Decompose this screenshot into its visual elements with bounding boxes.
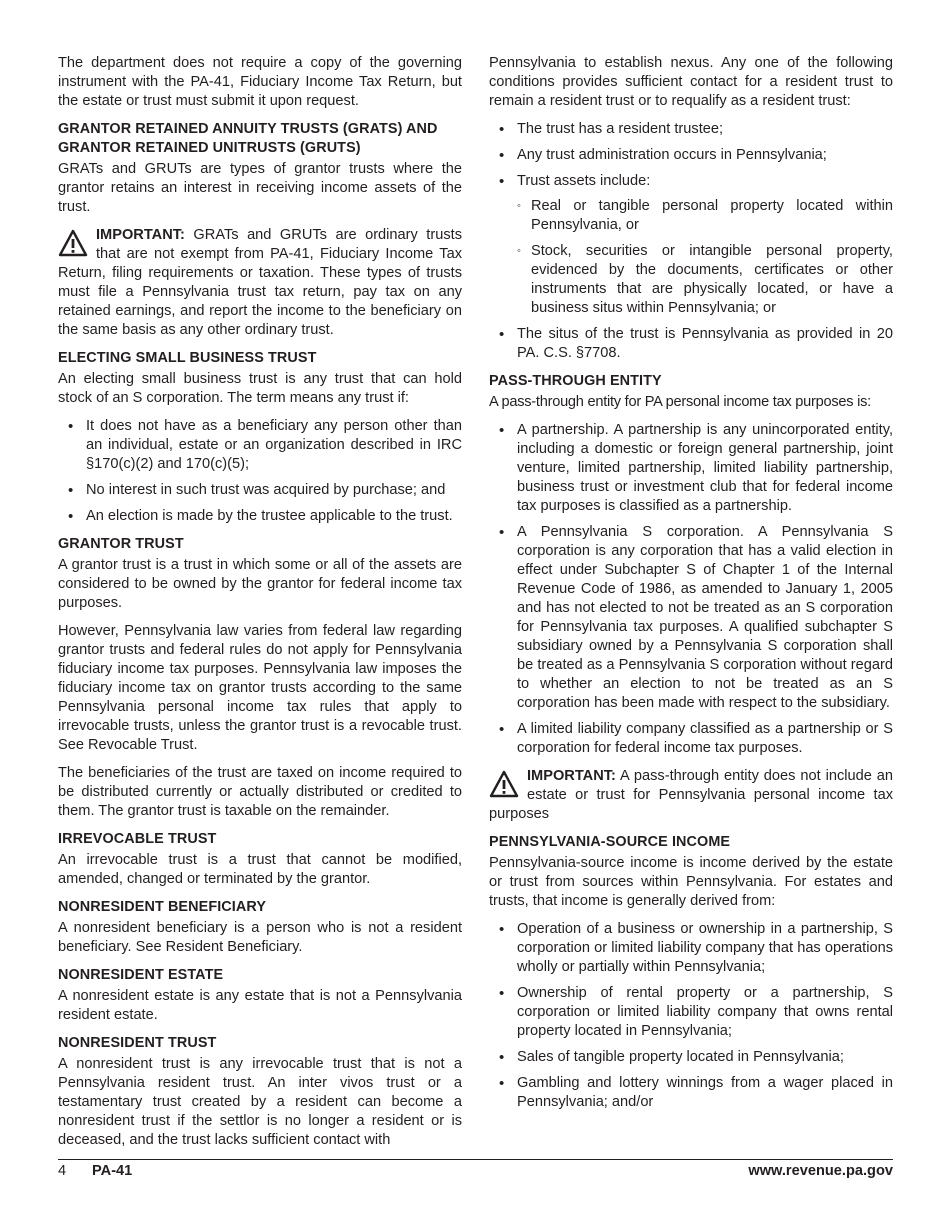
list-item: • It does not have as a beneficiary any person other than an individual, estate or an organization described in IRC §170(c)(2) and 170(c)(5); bbox=[58, 417, 462, 474]
nonresident-trust-heading: NONRESIDENT TRUST bbox=[58, 1035, 217, 1051]
warning-icon bbox=[489, 769, 519, 799]
nonresident-beneficiary-heading: NONRESIDENT BENEFICIARY bbox=[58, 899, 267, 915]
pa-source-income-heading: PENNSYLVANIA-SOURCE INCOME bbox=[489, 834, 731, 850]
resident-trust-conditions-list bbox=[489, 120, 893, 363]
important-text: A pass-through entity does not include an estate or trust for Pennsylvania personal income tax purposes bbox=[489, 768, 894, 822]
important-label: IMPORTANT: bbox=[96, 227, 185, 243]
pa-source-income-paragraph: Pennsylvania-source income is income derived by the estate or trust from sources within Pennsylvania. For estates and trusts, that income is generally derived from: bbox=[489, 855, 893, 909]
sub-list-item: ◦ Stock, securities or intangible personal property, evidenced by the documents, certificates or other instruments that are physically located, or have a business situs within Pennsylvania; or bbox=[517, 242, 893, 318]
website-url: www.revenue.pa.gov bbox=[748, 1163, 893, 1179]
list-item: • A Pennsylvania S corporation. A Pennsylvania S corporation is any corporation that has a valid election in effect under Subchapter S of Chapter 1 of the Internal Revenue Code of 1986, as amended to January 1, 2005 and has not elected to not be treated as an S corporation for Pennsylvania tax purposes. A qualified subchapter S subsidiary owned by a Pennsylvania S corporation shall be treated as a Pennsylvania S corporation without regard to whether an election to not be treated as an S corporation has been made with respect to the subsidiary. bbox=[489, 523, 893, 713]
irrevocable-paragraph: An irrevocable trust is a trust that cannot be modified, amended, changed or terminated by the grantor. bbox=[58, 852, 462, 887]
pass-through-entity-heading: PASS-THROUGH ENTITY bbox=[489, 373, 662, 389]
page-footer bbox=[58, 1159, 893, 1180]
nonresident-estate-paragraph: A nonresident estate is any estate that is not a Pennsylvania resident estate. bbox=[58, 988, 462, 1023]
list-item: • No interest in such trust was acquired by purchase; and bbox=[58, 481, 462, 500]
esbt-paragraph: An electing small business trust is any trust that can hold stock of an S corporation. The term means any trust if: bbox=[58, 371, 462, 406]
list-item: • Operation of a business or ownership in a partnership, S corporation or limited liability company that has operations wholly or partially within Pennsylvania; bbox=[489, 920, 893, 977]
pte-important-note bbox=[489, 767, 893, 824]
continuation-paragraph: Pennsylvania to establish nexus. Any one of the following conditions provides sufficient contact for a resident trust to remain a resident trust or to requalify as a resident trust: bbox=[489, 55, 893, 109]
list-item: • Ownership of rental property or a partnership, S corporation or limited liability company that owns rental property located in Pennsylvania; bbox=[489, 984, 893, 1041]
list-item: • A partnership. A partnership is any unincorporated entity, including a domestic or foreign general partnership, joint venture, limited partnership, limited liability partnership, business trust or investment club that for federal income tax purposes is classified as a partnership. bbox=[489, 421, 893, 516]
important-label: IMPORTANT: bbox=[527, 768, 616, 784]
list-item: • A limited liability company classified as a partnership or S corporation for federal income tax purposes. bbox=[489, 720, 893, 758]
pass-through-entity-list bbox=[489, 421, 893, 758]
trust-assets-sublist bbox=[517, 197, 893, 318]
esbt-list bbox=[58, 417, 462, 526]
warning-icon bbox=[58, 228, 88, 258]
nonresident-trust-paragraph: A nonresident trust is any irrevocable trust that is not a Pennsylvania resident trust. An inter vivos trust or a testamentary trust created by a resident can become a nonresident trust if the settlor is no longer a resident or is deceased, and the trust lacks sufficient contact with bbox=[58, 1056, 462, 1148]
right-column bbox=[489, 54, 893, 1121]
left-column bbox=[58, 54, 462, 1159]
grantor-trust-heading: GRANTOR TRUST bbox=[58, 536, 184, 552]
nonresident-estate-heading: NONRESIDENT ESTATE bbox=[58, 967, 224, 983]
grantor-paragraph-3: The beneficiaries of the trust are taxed on income required to be distributed currently or actually distributed or credited to them. The grantor trust is taxable on the remainder. bbox=[58, 765, 462, 819]
list-item: • The situs of the trust is Pennsylvania as provided in 20 PA. C.S. §7708. bbox=[489, 325, 893, 363]
grats-paragraph: GRATs and GRUTs are types of grantor trusts where the grantor retains an interest in receiving income assets of the trust. bbox=[58, 161, 462, 215]
important-text: GRATs and GRUTs are ordinary trusts that are not exempt from PA-41, Fiduciary Income Tax Return, filing requirements or taxation. These types of trusts must file a Pennsylvania trust tax return, pay tax on any retained earnings, and report the income to the beneficiary on the same basis as any other ordinary trust. bbox=[58, 227, 462, 338]
grantor-paragraph-2: However, Pennsylvania law varies from federal law regarding grantor trusts and federal rules do not apply for Pennsylvania fiduciary income tax purposes. Pennsylvania law imposes the fiduciary income tax on grantor trusts according to the same Pennsylvania personal income tax rules that apply to irrevocable trusts, unless the grantor trust is a revocable trust. See Revocable Trust. bbox=[58, 623, 462, 753]
sub-list-item: ◦ Real or tangible personal property located within Pennsylvania, or bbox=[517, 197, 893, 235]
list-item: • Gambling and lottery winnings from a wager placed in Pennsylvania; and/or bbox=[489, 1074, 893, 1112]
page-number: 4 bbox=[58, 1163, 67, 1179]
intro-paragraph: The department does not require a copy of the governing instrument with the PA-41, Fiduciary Income Tax Return, but the estate or trust must submit it upon request. bbox=[58, 55, 462, 109]
pa-source-income-list bbox=[489, 920, 893, 1112]
list-item: • Any trust administration occurs in Pennsylvania; bbox=[489, 146, 893, 165]
irrevocable-trust-heading: IRREVOCABLE TRUST bbox=[58, 831, 217, 847]
list-item: • Sales of tangible property located in Pennsylvania; bbox=[489, 1048, 893, 1067]
pass-through-entity-paragraph: A pass-through entity for PA personal income tax purposes is: bbox=[489, 394, 871, 410]
grantor-paragraph-1: A grantor trust is a trust in which some or all of the assets are considered to be owned by the grantor for federal income tax purposes. bbox=[58, 557, 462, 611]
nonresident-beneficiary-paragraph: A nonresident beneficiary is a person who is not a resident beneficiary. See Resident Beneficiary. bbox=[58, 920, 462, 955]
grats-heading: GRANTOR RETAINED ANNUITY TRUSTS (GRATS) AND GRANTOR RETAINED UNITRUSTS (GRUTS) bbox=[58, 121, 438, 156]
list-item: • The trust has a resident trustee; bbox=[489, 120, 893, 139]
grats-important-note bbox=[58, 226, 462, 340]
list-item bbox=[489, 172, 893, 318]
list-item: • An election is made by the trustee applicable to the trust. bbox=[58, 507, 462, 526]
esbt-heading: ELECTING SMALL BUSINESS TRUST bbox=[58, 350, 317, 366]
form-name: PA-41 bbox=[92, 1163, 133, 1179]
list-item-text: Trust assets include: bbox=[517, 173, 651, 189]
